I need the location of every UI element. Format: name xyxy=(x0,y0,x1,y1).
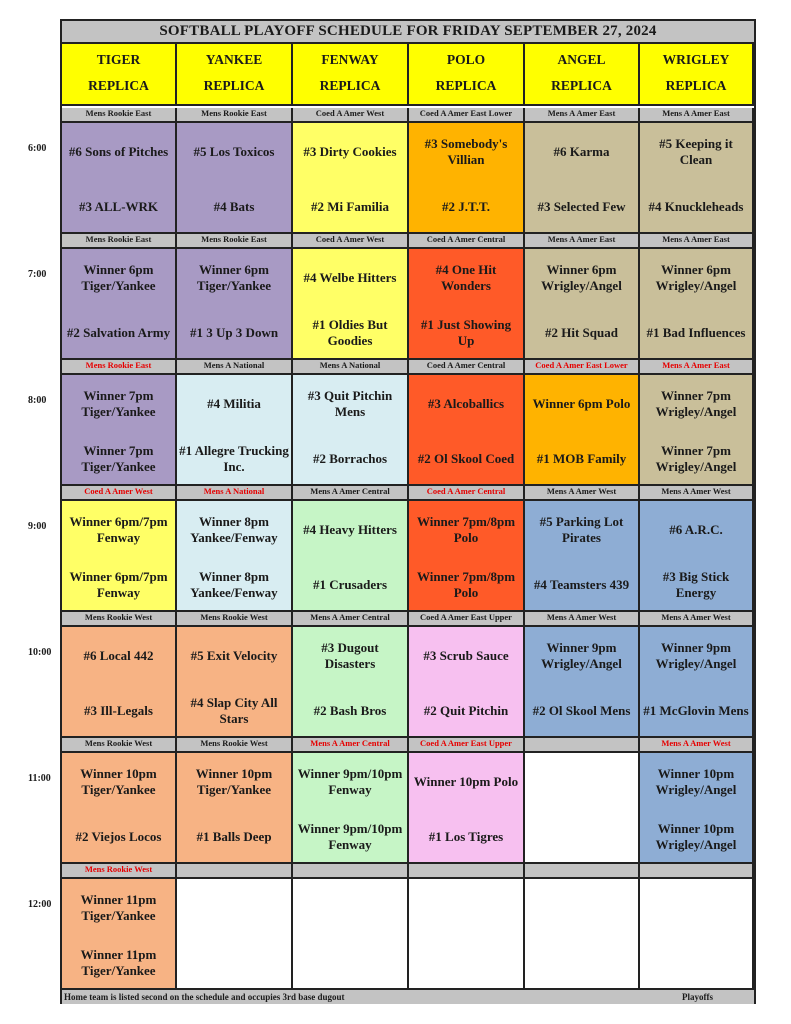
time-label: 9:00 xyxy=(28,521,47,532)
game-cell xyxy=(62,375,177,486)
field-name: ANGEL xyxy=(557,52,606,67)
game-cell xyxy=(62,627,177,738)
time-label: 7:00 xyxy=(28,269,47,280)
game-cell xyxy=(177,753,293,864)
game-cell xyxy=(525,123,640,234)
team-bottom: #1 Oldies But Goodies xyxy=(312,317,388,348)
division-label: Mens Rookie West xyxy=(62,738,177,753)
team-top: Winner 10pm Tiger/Yankee xyxy=(80,766,157,797)
game-cell xyxy=(62,501,177,612)
game-cell xyxy=(62,879,177,990)
team-top: #4 One Hit Wonders xyxy=(435,262,497,293)
field-header-5 xyxy=(640,44,754,106)
division-label: Mens A National xyxy=(293,360,409,375)
division-label: Coed A Amer East Lower xyxy=(525,360,640,375)
team-bottom: #2 Mi Familia xyxy=(311,199,389,214)
team-bottom: #1 Balls Deep xyxy=(196,829,272,844)
team-bottom: #1 MOB Family xyxy=(536,451,627,466)
team-top: #5 Parking Lot Pirates xyxy=(539,514,624,545)
team-top: #3 Scrub Sauce xyxy=(423,648,509,663)
team-top: Winner 10pm Tiger/Yankee xyxy=(195,766,273,797)
team-bottom: #3 Selected Few xyxy=(537,199,626,214)
team-top: #5 Keeping it Clean xyxy=(659,136,733,167)
time-label: 6:00 xyxy=(28,143,47,154)
game-cell xyxy=(525,375,640,486)
game-cell xyxy=(177,249,293,360)
division-label: Mens A Amer Central xyxy=(293,612,409,627)
division-label xyxy=(293,864,409,879)
game-cell xyxy=(409,249,525,360)
schedule-sheet xyxy=(60,19,756,1004)
team-bottom: #4 Teamsters 439 xyxy=(533,577,630,592)
game-cell xyxy=(409,879,525,990)
game-cell xyxy=(525,501,640,612)
team-bottom: #2 Ol Skool Coed xyxy=(417,451,515,466)
team-top: Winner 6pm Wrigley/Angel xyxy=(541,262,622,293)
field-name: WRIGLEY xyxy=(662,52,730,67)
team-top: Winner 6pm Tiger/Yankee xyxy=(196,262,272,293)
field-name: YANKEE xyxy=(205,52,263,67)
team-bottom: #1 Bad Influences xyxy=(646,325,746,340)
team-top: Winner 6pm/7pm Fenway xyxy=(69,514,168,545)
team-top: #5 Los Toxicos xyxy=(193,144,275,159)
team-bottom: #2 Salvation Army xyxy=(66,325,171,340)
division-label: Coed A Amer Central xyxy=(409,360,525,375)
division-label xyxy=(177,864,293,879)
team-bottom: #4 Bats xyxy=(213,199,255,214)
division-label: Mens A Amer West xyxy=(640,612,754,627)
team-top: Winner 9pm/10pm Fenway xyxy=(297,766,403,797)
division-label: Mens A Amer Central xyxy=(293,486,409,501)
division-label: Mens A Amer East xyxy=(640,108,754,123)
game-cell xyxy=(409,501,525,612)
team-bottom: #1 Just Showing Up xyxy=(420,317,512,348)
team-top: #3 Somebody's Villian xyxy=(424,136,508,167)
game-cell xyxy=(293,249,409,360)
game-cell xyxy=(62,753,177,864)
field-sub: REPLICA xyxy=(203,78,265,93)
team-top: #6 A.R.C. xyxy=(669,522,723,537)
team-top: #6 Karma xyxy=(553,144,610,159)
team-top: #3 Dugout Disasters xyxy=(321,640,379,671)
game-cell xyxy=(409,627,525,738)
division-label: Mens A Amer East xyxy=(525,234,640,249)
game-cell xyxy=(640,879,754,990)
game-cell xyxy=(640,627,754,738)
game-cell xyxy=(409,753,525,864)
team-top: Winner 10pm Polo xyxy=(413,774,519,789)
team-top: Winner 7pm Tiger/Yankee xyxy=(81,388,156,419)
field-name: TIGER xyxy=(96,52,141,67)
division-label: Mens Rookie West xyxy=(62,612,177,627)
division-label: Mens A Amer East xyxy=(640,234,754,249)
team-top: Winner 11pm Tiger/Yankee xyxy=(80,892,157,923)
game-cell xyxy=(525,753,640,864)
team-bottom: #4 Knuckleheads xyxy=(648,199,744,214)
team-top: #6 Sons of Pitches xyxy=(68,144,169,159)
team-bottom: Winner 6pm/7pm Fenway xyxy=(69,569,168,600)
team-top: #3 Quit Pitchin Mens xyxy=(307,388,393,419)
footer-bar xyxy=(62,988,754,1004)
division-label: Mens Rookie West xyxy=(62,864,177,879)
division-label: Coed A Amer East Lower xyxy=(409,108,525,123)
team-bottom: #1 Crusaders xyxy=(312,577,388,592)
division-label: Coed A Amer West xyxy=(293,108,409,123)
team-top: Winner 9pm Wrigley/Angel xyxy=(541,640,622,671)
division-label: Mens A Amer East xyxy=(640,360,754,375)
division-label: Coed A Amer Central xyxy=(409,486,525,501)
team-bottom: #2 Quit Pitchin xyxy=(423,703,509,718)
team-bottom: #3 ALL-WRK xyxy=(78,199,159,214)
team-top: Winner 6pm Wrigley/Angel xyxy=(655,262,737,293)
team-bottom: #2 Viejos Locos xyxy=(75,829,162,844)
footer-note: Home team is listed second on the schedule and occupies 3rd base dugout xyxy=(64,992,345,1002)
division-label: Mens Rookie West xyxy=(177,738,293,753)
division-label: Mens A Amer West xyxy=(525,612,640,627)
field-header-1 xyxy=(177,44,293,106)
team-bottom: #1 McGlovin Mens xyxy=(643,703,749,718)
time-label: 10:00 xyxy=(28,647,52,658)
field-name: FENWAY xyxy=(321,52,379,67)
division-label: Coed A Amer West xyxy=(293,234,409,249)
team-bottom: Winner 11pm Tiger/Yankee xyxy=(80,947,157,978)
game-cell xyxy=(62,123,177,234)
division-label xyxy=(409,864,525,879)
division-label: Coed A Amer West xyxy=(62,486,177,501)
game-cell xyxy=(525,249,640,360)
game-cell xyxy=(640,753,754,864)
team-bottom: #2 Borrachos xyxy=(312,451,388,466)
game-cell xyxy=(293,753,409,864)
game-cell xyxy=(640,375,754,486)
game-cell xyxy=(62,249,177,360)
division-label xyxy=(525,738,640,753)
field-sub: REPLICA xyxy=(551,78,612,93)
division-label: Mens Rookie East xyxy=(177,234,293,249)
footer-playoffs-label: Playoffs xyxy=(682,992,713,1002)
team-top: Winner 9pm Wrigley/Angel xyxy=(655,640,737,671)
team-bottom: Winner 7pm Tiger/Yankee xyxy=(81,443,156,474)
team-bottom: #3 Ill-Legals xyxy=(84,703,153,718)
field-sub: REPLICA xyxy=(665,78,727,93)
team-bottom: #2 Bash Bros xyxy=(313,703,387,718)
team-bottom: Winner 9pm/10pm Fenway xyxy=(297,821,403,852)
team-bottom: #2 Hit Squad xyxy=(545,325,618,340)
team-top: #4 Heavy Hitters xyxy=(303,522,397,537)
team-top: #3 Dirty Cookies xyxy=(303,144,397,159)
game-cell xyxy=(409,123,525,234)
division-label: Mens Rookie East xyxy=(62,360,177,375)
division-label xyxy=(525,864,640,879)
division-label: Mens Rookie West xyxy=(177,612,293,627)
game-cell xyxy=(525,879,640,990)
division-label: Mens A Amer West xyxy=(640,486,754,501)
game-cell xyxy=(177,879,293,990)
team-bottom: Winner 8pm Yankee/Fenway xyxy=(190,569,278,600)
field-header-2 xyxy=(293,44,409,106)
team-top: Winner 8pm Yankee/Fenway xyxy=(190,514,278,545)
field-header-0 xyxy=(62,44,177,106)
division-label xyxy=(640,864,754,879)
team-top: Winner 7pm/8pm Polo xyxy=(416,514,516,545)
team-bottom: #2 Ol Skool Mens xyxy=(532,703,631,718)
team-top: #4 Militia xyxy=(207,396,261,411)
team-top: Winner 7pm Wrigley/Angel xyxy=(655,388,737,419)
division-label: Mens A Amer East xyxy=(525,108,640,123)
time-label: 12:00 xyxy=(28,899,52,910)
team-top: Winner 6pm Tiger/Yankee xyxy=(81,262,156,293)
team-bottom: #1 Allegre Trucking Inc. xyxy=(179,443,289,474)
team-bottom: #2 J.T.T. xyxy=(442,199,490,214)
division-label: Mens Rookie East xyxy=(62,108,177,123)
division-label: Mens A Amer West xyxy=(525,486,640,501)
team-bottom: #1 3 Up 3 Down xyxy=(189,325,279,340)
division-label: Mens A National xyxy=(177,360,293,375)
game-cell xyxy=(177,627,293,738)
team-bottom: Winner 10pm Wrigley/Angel xyxy=(655,821,737,852)
field-sub: REPLICA xyxy=(319,78,381,93)
team-top: #6 Local 442 xyxy=(83,648,154,663)
game-cell xyxy=(293,627,409,738)
time-label: 11:00 xyxy=(28,773,51,784)
game-cell xyxy=(640,123,754,234)
game-cell xyxy=(409,375,525,486)
page-title: SOFTBALL PLAYOFF SCHEDULE FOR FRIDAY SEPTEMBER 27, 2024 xyxy=(62,21,754,44)
game-cell xyxy=(525,627,640,738)
team-bottom: #1 Los Tigres xyxy=(428,829,504,844)
team-top: Winner 6pm Polo xyxy=(532,396,631,411)
game-cell xyxy=(293,501,409,612)
game-cell xyxy=(177,501,293,612)
division-label: Coed A Amer East Upper xyxy=(409,738,525,753)
team-bottom: #4 Slap City All Stars xyxy=(190,695,278,726)
time-label: 8:00 xyxy=(28,395,47,406)
division-label: Mens A Amer West xyxy=(640,738,754,753)
field-sub: REPLICA xyxy=(88,78,149,93)
team-top: Winner 10pm Wrigley/Angel xyxy=(655,766,737,797)
game-cell xyxy=(293,123,409,234)
team-bottom: Winner 7pm/8pm Polo xyxy=(416,569,516,600)
team-top: #4 Welbe Hitters xyxy=(303,270,397,285)
division-label: Coed A Amer Central xyxy=(409,234,525,249)
game-cell xyxy=(177,375,293,486)
game-cell xyxy=(177,123,293,234)
game-cell xyxy=(293,879,409,990)
division-label: Coed A Amer East Upper xyxy=(409,612,525,627)
division-label: Mens Rookie East xyxy=(177,108,293,123)
game-cell xyxy=(293,375,409,486)
division-label: Mens Rookie East xyxy=(62,234,177,249)
division-label: Mens A National xyxy=(177,486,293,501)
team-top: #3 Alcoballics xyxy=(427,396,505,411)
team-bottom: #3 Big Stick Energy xyxy=(662,569,730,600)
field-name: POLO xyxy=(446,52,486,67)
game-cell xyxy=(640,249,754,360)
field-sub: REPLICA xyxy=(435,78,497,93)
field-header-3 xyxy=(409,44,525,106)
team-top: #5 Exit Velocity xyxy=(190,648,278,663)
team-bottom: Winner 7pm Wrigley/Angel xyxy=(655,443,737,474)
game-cell xyxy=(640,501,754,612)
division-label: Mens A Amer Central xyxy=(293,738,409,753)
field-header-4 xyxy=(525,44,640,106)
